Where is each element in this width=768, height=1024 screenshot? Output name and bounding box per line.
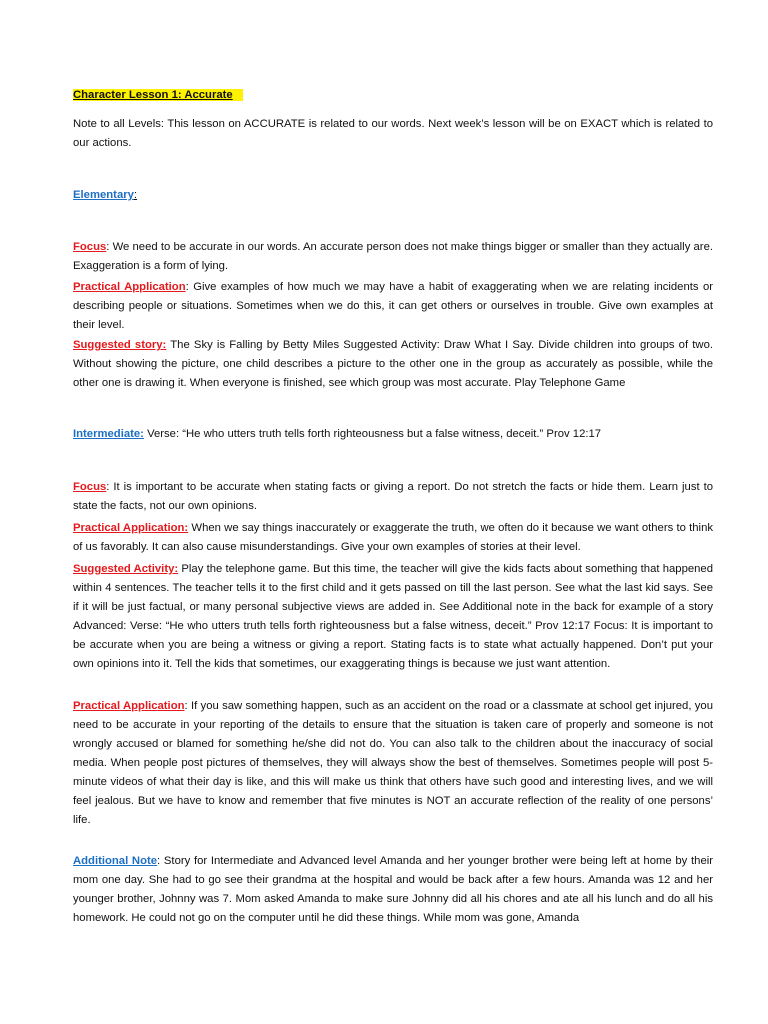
elementary-practical-text: : Give examples of how much we may have a habit of exaggerating when we are relating incidents or describing people or situations. Sometimes when we do this, it can get others or ourselves in trouble. Give own examples at their level. — [73, 281, 714, 331]
intermediate-verse: Verse: “He who utters truth tells forth righteousness but a false witness, deceit.” Prov 12:17 — [143, 428, 602, 440]
intermediate-practical-label: Practical Application: — [73, 522, 189, 534]
elementary-story-paragraph — [73, 336, 713, 393]
elementary-heading-line — [73, 186, 713, 205]
lesson-title-line — [73, 86, 713, 105]
elementary-heading-colon: : — [133, 189, 138, 201]
additional-note-label: Additional Note — [73, 855, 158, 867]
advanced-practical-paragraph — [73, 697, 713, 830]
intermediate-heading-line — [73, 425, 713, 444]
elementary-focus-paragraph — [73, 238, 713, 276]
note-paragraph: Note to all Levels: This lesson on ACCURATE is related to our words. Next week’s lesson will be on EXACT which is related to our actions. — [73, 118, 713, 149]
advanced-practical-label: Practical Application — [73, 700, 185, 712]
intermediate-focus-text: : It is important to be accurate when stating facts or giving a report. Do not stretch the facts or hide them. Learn just to state the facts, not our own opinions. — [73, 481, 713, 512]
intermediate-heading: Intermediate: — [73, 428, 144, 440]
lesson-title: Character Lesson 1: Accurate — [73, 89, 243, 101]
intermediate-practical-paragraph — [73, 519, 713, 557]
elementary-focus-text: : We need to be accurate in our words. An accurate person does not make things bigger or smaller than they actually are. Exaggeration is a form of lying. — [73, 241, 713, 272]
elementary-practical-label: Practical Application — [73, 281, 186, 293]
elementary-heading: Elementary — [73, 189, 134, 201]
intermediate-activity-label: Suggested Activity: — [73, 563, 179, 575]
elementary-story-label: Suggested story: — [73, 339, 167, 351]
advanced-practical-text: : If you saw something happen, such as an accident on the road or a classmate at school get injured, you need to be accurate in your reporting of the details to ensure that the situation is taken care of properly and someone is not wrongly accused or blamed for something he/she did not do. You can also talk to the children about the inaccuracy of social media. When people post pictures of themselves, they will always show the best of themselves. Sometimes people will post 5-minute videos of what their day is like, and this will make us think that others have such good and interesting lives, and we will feel jealous. But we have to know and remember that five minutes is NOT an accurate reflection of the reality of one persons’ life. — [73, 700, 713, 826]
intermediate-focus-paragraph — [73, 478, 713, 516]
elementary-story-text: The Sky is Falling by Betty Miles Suggested Activity: Draw What I Say. Divide children into groups of two. Without showing the picture, one child describes a picture to the other one in the group as accurately as possible, while the other one is drawing it. When everyone is finished, see which group was most accurate. Play Telephone Game — [73, 339, 713, 389]
intermediate-focus-label: Focus — [73, 481, 107, 493]
additional-note-paragraph — [73, 852, 713, 928]
elementary-practical-paragraph — [73, 278, 713, 335]
elementary-focus-label: Focus — [73, 241, 107, 253]
additional-note-text: : Story for Intermediate and Advanced level Amanda and her younger brother were being left at home by their mom one day. She had to go see their grandma at the hospital and would be back after a few hours. Amanda was 12 and her younger brother, Johnny was 7. Mom asked Amanda to make sure Johnny did all his chores and ate all his lunch and do all his homework. He could not go on the computer until he did these things. While mom was gone, Amanda — [73, 855, 714, 924]
intermediate-practical-text: When we say things inaccurately or exaggerate the truth, we often do it because we want others to think of us favorably. It can also cause misunderstandings. Give your own examples of stories at their level. — [73, 522, 713, 553]
intermediate-activity-paragraph — [73, 560, 713, 674]
intermediate-activity-text: Play the telephone game. But this time, the teacher will give the kids facts about something that happened within 4 sentences. The teacher tells it to the first child and it gets passed on till the last person. See what the last kid says. See if it will be just factual, or many personal subjective views are added in. See Additional note in the back for example of a story Advanced: Verse: “He who utters truth tells forth righteousness but a false witness, deceit.” Prov 12:17 Focus: It is important to be accurate when you are being a witness or giving a report. Stating facts is to state what actually happened. Don’t put your own opinions into it. Tell the kids that sometimes, our exaggerating things is because we just want attention. — [73, 563, 713, 670]
